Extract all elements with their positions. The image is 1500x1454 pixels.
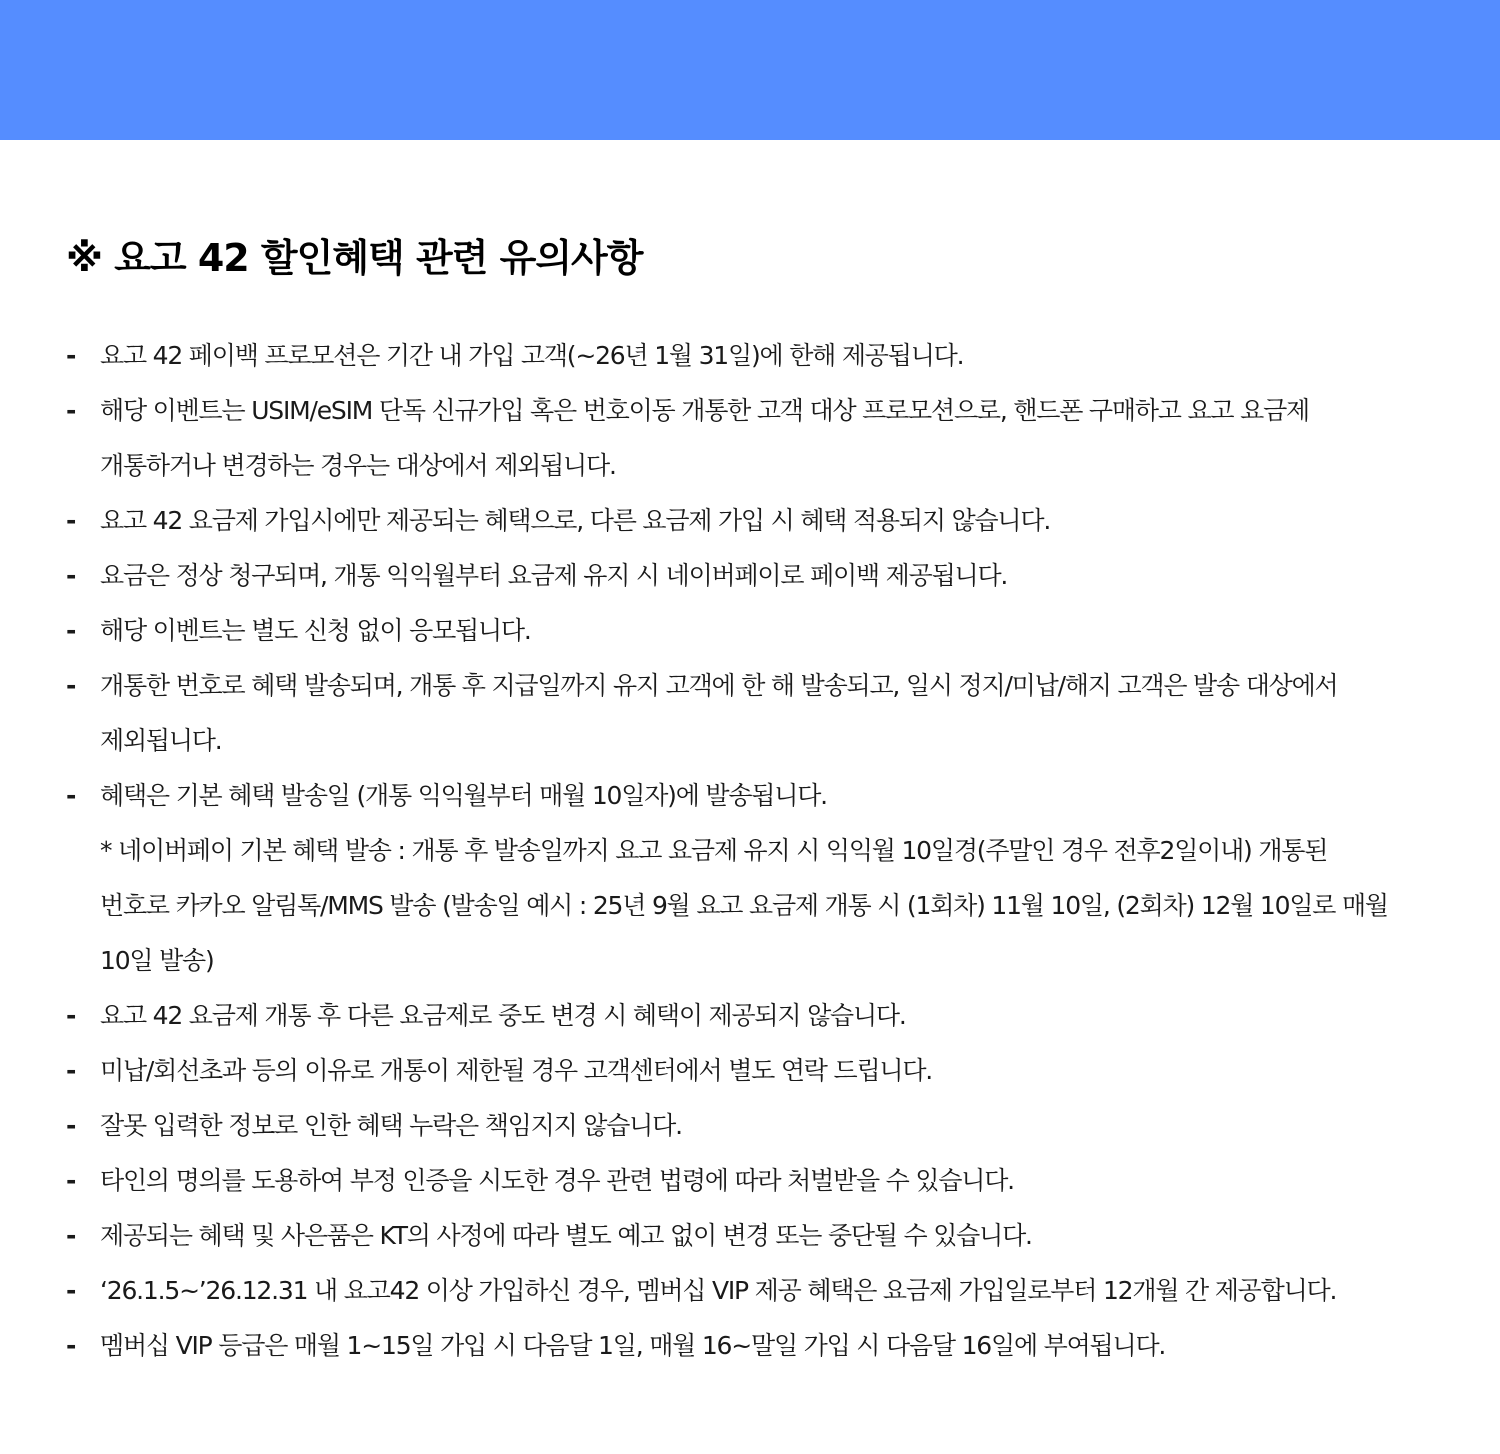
dash-bullet-icon: -: [66, 1276, 76, 1305]
dash-bullet-icon: -: [66, 616, 76, 645]
notice-item: [66, 548, 1446, 603]
notice-item-text: 잘못 입력한 정보로 인한 혜택 누락은 책임지지 않습니다.: [100, 1111, 682, 1140]
notice-item-text: 요금은 정상 청구되며, 개통 익익월부터 요금제 유지 시 네이버페이로 페이백 제공됩니다.: [100, 561, 1008, 590]
notice-item-text: 요고 42 요금제 개통 후 다른 요금제로 중도 변경 시 혜택이 제공되지 않습니다.: [100, 1001, 906, 1030]
notice-item: [66, 328, 1446, 383]
notice-item-text: 해당 이벤트는 별도 신청 없이 응모됩니다.: [100, 616, 531, 645]
notice-item-text: 타인의 명의를 도용하여 부정 인증을 시도한 경우 관련 법령에 따라 처벌받을 수 있습니다.: [100, 1166, 1014, 1195]
notice-item: [66, 1153, 1446, 1208]
dash-bullet-icon: -: [66, 671, 76, 700]
notice-section: [66, 228, 1446, 1373]
notice-item-text: 번호로 카카오 알림톡/MMS 발송 (발송일 예시 : 25년 9월 요고 요금제 개통 시 (1회차) 11월 10일, (2회차) 12월 10일로 매월: [100, 891, 1388, 920]
notice-title: ※ 요고 42 할인혜택 관련 유의사항: [66, 236, 643, 280]
notice-item-text: 해당 이벤트는 USIM/eSIM 단독 신규가입 혹은 번호이동 개통한 고객 대상 프로모션으로, 핸드폰 구매하고 요고 요금제: [100, 396, 1309, 425]
notice-item: [66, 1263, 1446, 1318]
notice-item-text: 멤버십 VIP 등급은 매월 1~15일 가입 시 다음달 1일, 매월 16~말일 가입 시 다음달 16일에 부여됩니다.: [100, 1331, 1166, 1360]
dash-bullet-icon: -: [66, 506, 76, 535]
notice-item-text: 혜택은 기본 혜택 발송일 (개통 익익월부터 매월 10일자)에 발송됩니다.: [100, 781, 827, 810]
top-banner: [0, 0, 1500, 140]
dash-bullet-icon: -: [66, 1111, 76, 1140]
notice-item: [66, 493, 1446, 548]
notice-item: [66, 1098, 1446, 1153]
dash-bullet-icon: -: [66, 561, 76, 590]
dash-bullet-icon: -: [66, 1056, 76, 1085]
notice-item-text: 요고 42 요금제 가입시에만 제공되는 혜택으로, 다른 요금제 가입 시 혜택 적용되지 않습니다.: [100, 506, 1051, 535]
dash-bullet-icon: -: [66, 1001, 76, 1030]
notice-item-text: * 네이버페이 기본 혜택 발송 : 개통 후 발송일까지 요고 요금제 유지 시 익익월 10일경(주말인 경우 전후2일이내) 개통된: [100, 836, 1328, 865]
notice-item: [66, 1043, 1446, 1098]
notice-item-text: 제외됩니다.: [100, 726, 222, 755]
notice-item-text: 제공되는 혜택 및 사은품은 KT의 사정에 따라 별도 예고 없이 변경 또는 중단될 수 있습니다.: [100, 1221, 1032, 1250]
notice-item-text: 요고 42 페이백 프로모션은 기간 내 가입 고객(~26년 1월 31일)에 한해 제공됩니다.: [100, 341, 964, 370]
dash-bullet-icon: -: [66, 1221, 76, 1250]
notice-item: [66, 1208, 1446, 1263]
dash-bullet-icon: -: [66, 781, 76, 810]
notice-list: [66, 328, 1446, 1373]
notice-item: [66, 1318, 1446, 1373]
dash-bullet-icon: -: [66, 1166, 76, 1195]
notice-item-text: 개통한 번호로 혜택 발송되며, 개통 후 지급일까지 유지 고객에 한 해 발송되고, 일시 정지/미납/해지 고객은 발송 대상에서: [100, 671, 1338, 700]
dash-bullet-icon: -: [66, 341, 76, 370]
notice-item: [66, 768, 1446, 988]
notice-item: [66, 383, 1446, 493]
notice-item: [66, 603, 1446, 658]
notice-item-text: 10일 발송): [100, 946, 214, 975]
notice-item: [66, 988, 1446, 1043]
notice-item-text: 미납/회선초과 등의 이유로 개통이 제한될 경우 고객센터에서 별도 연락 드립니다.: [100, 1056, 933, 1085]
notice-item-text: 개통하거나 변경하는 경우는 대상에서 제외됩니다.: [100, 451, 616, 480]
notice-item-text: ‘26.1.5~’26.12.31 내 요고42 이상 가입하신 경우, 멤버십 VIP 제공 혜택은 요금제 가입일로부터 12개월 간 제공합니다.: [100, 1276, 1337, 1305]
notice-item: [66, 658, 1446, 768]
dash-bullet-icon: -: [66, 1331, 76, 1360]
dash-bullet-icon: -: [66, 396, 76, 425]
